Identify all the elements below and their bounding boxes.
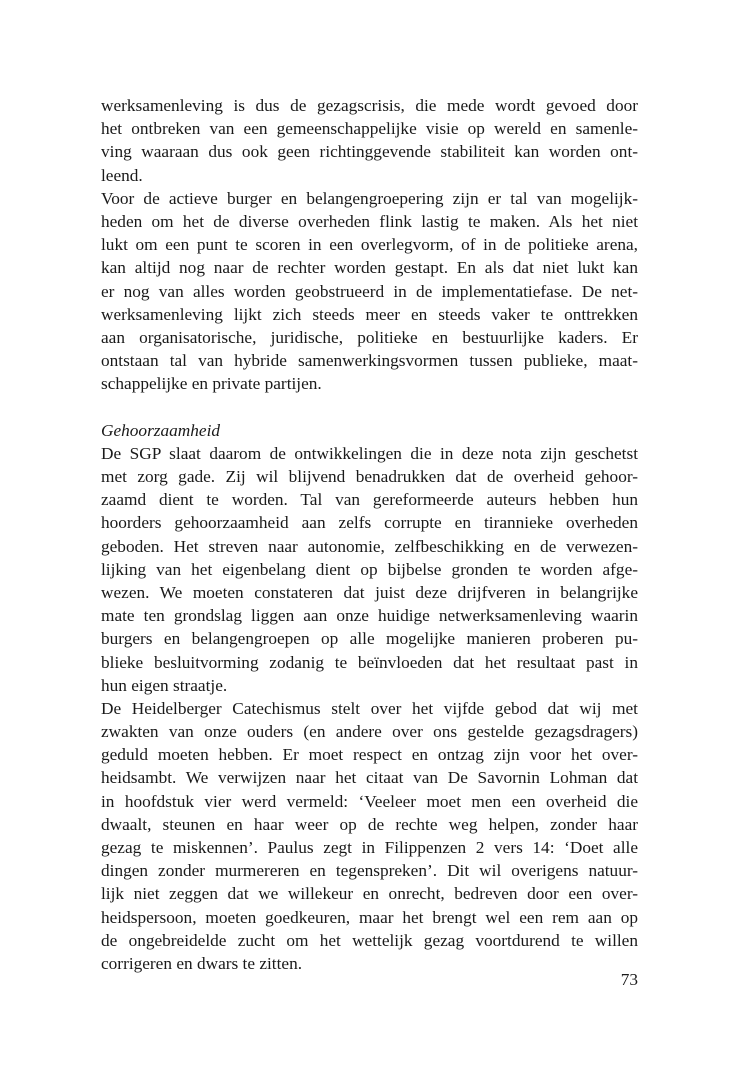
- text-line: heidspersoon, moeten goedkeuren, maar het brengt wel een rem aan op: [101, 907, 638, 927]
- text-line: heidsambt. We verwijzen naar het citaat van De Savornin Lohman dat: [101, 768, 638, 788]
- text-line: lijk niet zeggen dat we willekeur en onrecht, bedreven door een over-: [101, 884, 638, 904]
- text-line: dingen zonder murmereren en tegenspreken’. Dit wil overigens natuur-: [101, 861, 638, 881]
- text-line: werksamenleving is dus de gezagscrisis, die mede wordt gevoed door: [101, 96, 638, 115]
- paragraph-gap: [101, 395, 638, 418]
- text-line: De SGP slaat daarom de ontwikkelingen die in deze nota zijn geschetst: [101, 443, 638, 463]
- text-line: geboden. Het streven naar autonomie, zelfbeschikking en de verwezen-: [101, 536, 638, 556]
- text-line: kan altijd nog naar de rechter worden gestapt. En als dat niet lukt kan: [101, 258, 638, 278]
- text-line: ontstaan tal van hybride samenwerkingsvormen tussen publieke, maat-: [101, 351, 638, 371]
- text-line: de ongebreidelde zucht om het wettelijk gezag voortdurend te willen: [101, 930, 638, 950]
- text-line: burgers en belangengroepen op alle mogelijke manieren proberen pu-: [101, 629, 638, 649]
- text-line: er nog van alles worden geobstrueerd in de implementatiefase. De net-: [101, 281, 638, 301]
- text-line: ving waaraan dus ook geen richtinggevende stabiliteit kan worden ont-: [101, 142, 638, 162]
- text-line: Voor de actieve burger en belangengroepering zijn er tal van mogelijk-: [101, 188, 638, 208]
- text-line: zwakten van onze ouders (en andere over ons gestelde gezagsdragers): [101, 722, 638, 742]
- text-line: zaamd dient te worden. Tal van gereformeerde auteurs hebben hun: [101, 490, 638, 510]
- text-line: aan organisatorische, juridische, politieke en bestuurlijke kaders. Er: [101, 327, 638, 347]
- text-line: geduld moeten hebben. Er moet respect en ontzag zijn voor het over-: [101, 745, 638, 765]
- text-line: in hoofdstuk vier werd vermeld: ‘Veeleer moet men een overheid die: [101, 791, 638, 811]
- text-line: dwaalt, steunen en haar weer op de rechte weg helpen, zonder haar: [101, 814, 638, 834]
- paragraph: [101, 697, 638, 975]
- text-line: het ontbreken van een gemeenschappelijke visie op wereld en samenle-: [101, 119, 638, 139]
- text-line: hoorders gehoorzaamheid aan zelfs corrupte en tirannieke overheden: [101, 513, 638, 533]
- text-line: blieke besluitvorming zodanig te beïnvloeden dat het resultaat past in: [101, 652, 638, 672]
- text-line: wezen. We moeten constateren dat juist deze drijfveren in belangrijke: [101, 582, 638, 602]
- paragraph: [101, 94, 638, 187]
- text-line: schappelijke en private partijen.: [101, 374, 322, 394]
- text-line: gezag te miskennen’. Paulus zegt in Filippenzen 2 vers 14: ‘Doet alle: [101, 838, 638, 857]
- paragraph: [101, 442, 638, 697]
- text-line: De Heidelberger Catechismus stelt over het vijfde gebod dat wij met: [101, 698, 638, 718]
- text-line: lukt om een punt te scoren in een overlegvorm, of in de politieke arena,: [101, 235, 638, 255]
- text-line: leend.: [101, 165, 143, 185]
- text-line: mate ten grondslag liggen aan onze huidige netwerksamenleving waarin: [101, 606, 638, 626]
- paragraph: [101, 187, 638, 396]
- text-line: heden om het de diverse overheden flink lastig te maken. Als het niet: [101, 211, 638, 231]
- section-heading: Gehoorzaamheid: [101, 420, 221, 440]
- text-line: corrigeren en dwars te zitten.: [101, 953, 303, 973]
- text-line: hun eigen straatje.: [101, 675, 228, 695]
- page-number: 73: [620, 970, 638, 989]
- text-line: werksamenleving lijkt zich steeds meer en steeds vaker te onttrekken: [101, 304, 638, 324]
- page-body: [101, 94, 638, 975]
- text-line: lijking van het eigenbelang dient op bijbelse gronden te worden afge-: [101, 559, 638, 579]
- text-line: met zorg gade. Zij wil blijvend benadrukken dat de overheid gehoor-: [101, 467, 638, 486]
